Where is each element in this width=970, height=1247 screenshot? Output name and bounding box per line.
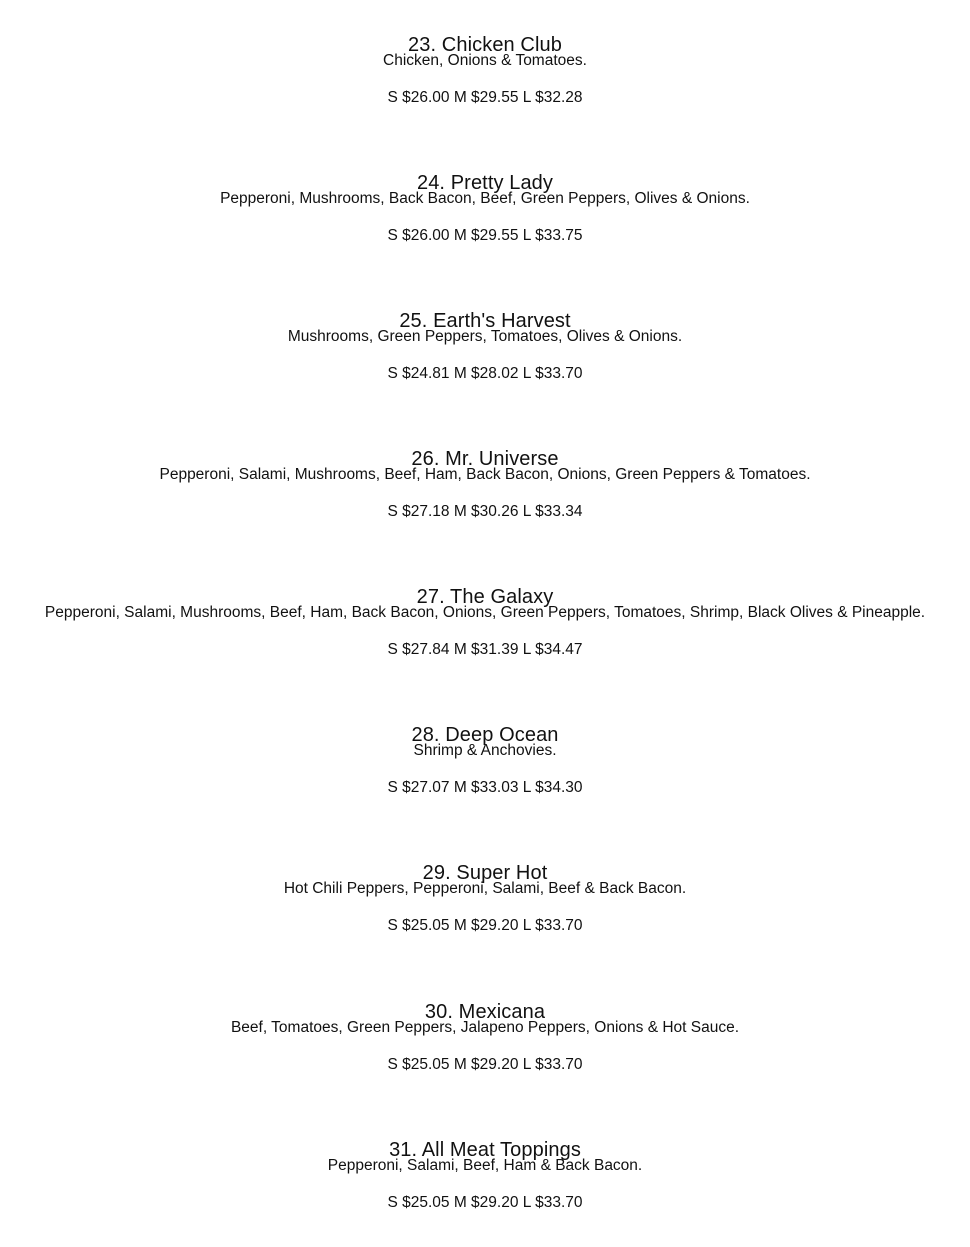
menu-item-prices: S $24.81 M $28.02 L $33.70 <box>387 365 583 382</box>
menu-item-prices: S $27.18 M $30.26 L $33.34 <box>387 503 583 520</box>
menu-item-title: 25. Earth's Harvest <box>399 309 571 332</box>
menu-item-prices: S $26.00 M $29.55 L $32.28 <box>387 89 583 106</box>
menu-item-description: Mushrooms, Green Peppers, Tomatoes, Olives & Onions. <box>287 328 683 345</box>
menu-item-title: 30. Mexicana <box>424 1000 546 1023</box>
menu-item-title: 27. The Galaxy <box>416 585 554 608</box>
menu-item-description: Chicken, Onions & Tomatoes. <box>383 52 587 69</box>
menu-item-title: 23. Chicken Club <box>408 33 562 56</box>
menu-item-title: 24. Pretty Lady <box>416 171 554 194</box>
menu-item-description: Pepperoni, Salami, Mushrooms, Beef, Ham, Back Bacon, Onions, Green Peppers, Tomatoes, Shrimp, Black Olives & Pineapple. <box>44 604 926 621</box>
menu-item-prices: S $27.07 M $33.03 L $34.30 <box>387 779 583 796</box>
menu-item-description: Pepperoni, Mushrooms, Back Bacon, Beef, Green Peppers, Olives & Onions. <box>220 190 750 207</box>
menu-item-description: Hot Chili Peppers, Pepperoni, Salami, Beef & Back Bacon. <box>283 880 687 897</box>
menu-item-description: Pepperoni, Salami, Mushrooms, Beef, Ham, Back Bacon, Onions, Green Peppers & Tomatoes. <box>159 466 811 483</box>
menu-item-prices: S $25.05 M $29.20 L $33.70 <box>387 1194 583 1211</box>
menu-item-prices: S $26.00 M $29.55 L $33.75 <box>387 227 583 244</box>
menu-item-prices: S $27.84 M $31.39 L $34.47 <box>387 641 583 658</box>
menu-item-description: Shrimp & Anchovies. <box>413 742 557 759</box>
menu-item-title: 29. Super Hot <box>422 861 548 884</box>
menu-item-prices: S $25.05 M $29.20 L $33.70 <box>387 917 583 934</box>
menu-item-title: 28. Deep Ocean <box>411 723 559 746</box>
menu-item-title: 26. Mr. Universe <box>411 447 559 470</box>
menu-item-prices: S $25.05 M $29.20 L $33.70 <box>387 1056 583 1073</box>
menu-item-title: 31. All Meat Toppings <box>389 1138 581 1161</box>
menu-item-description: Pepperoni, Salami, Beef, Ham & Back Bacon. <box>327 1157 643 1174</box>
menu-item-description: Beef, Tomatoes, Green Peppers, Jalapeno Peppers, Onions & Hot Sauce. <box>230 1019 740 1036</box>
